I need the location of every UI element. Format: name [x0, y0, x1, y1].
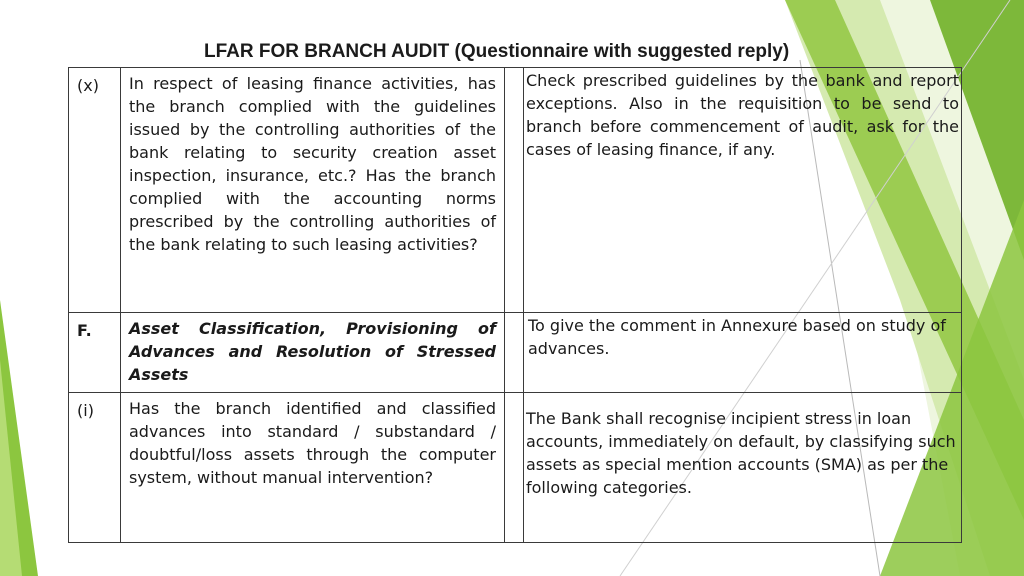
page-title: LFAR FOR BRANCH AUDIT (Questionnaire with suggested reply) — [204, 41, 790, 62]
table-row — [69, 393, 962, 543]
question-cell: Has the branch identified and classified advances into standard / substandard / doubtful/loss assets through the computer system, without manual intervention? — [121, 393, 505, 543]
reply-cell: The Bank shall recognise incipient stress in loan accounts, immediately on default, by classifying such assets as special mention accounts (SMA) as per the following categories. — [524, 393, 962, 543]
question-cell: In respect of leasing finance activities, has the branch complied with the guidelines issued by the controlling authorities of the bank relating to security creation asset inspection, insurance, etc.? Has the branch complied with the accounting norms prescribed by the controlling authorities of the bank relating to such leasing activities? — [121, 68, 505, 313]
questionnaire-table — [68, 67, 962, 543]
spacer-cell — [505, 393, 524, 543]
spacer-cell — [505, 68, 524, 313]
spacer-cell — [505, 313, 524, 393]
row-number: (i) — [69, 393, 121, 543]
section-heading-cell: Asset Classification, Provisioning of Advances and Resolution of Stressed Assets — [121, 313, 505, 393]
reply-cell: To give the comment in Annexure based on study of advances. — [524, 313, 962, 393]
reply-cell: Check prescribed guidelines by the bank and report exceptions. Also in the requisition to be send to branch before commencement of audit, ask for the cases of leasing finance, if any. — [524, 68, 962, 313]
table-row — [69, 313, 962, 393]
table-row — [69, 68, 962, 313]
row-number: (x) — [69, 68, 121, 313]
section-number: F. — [69, 313, 121, 393]
